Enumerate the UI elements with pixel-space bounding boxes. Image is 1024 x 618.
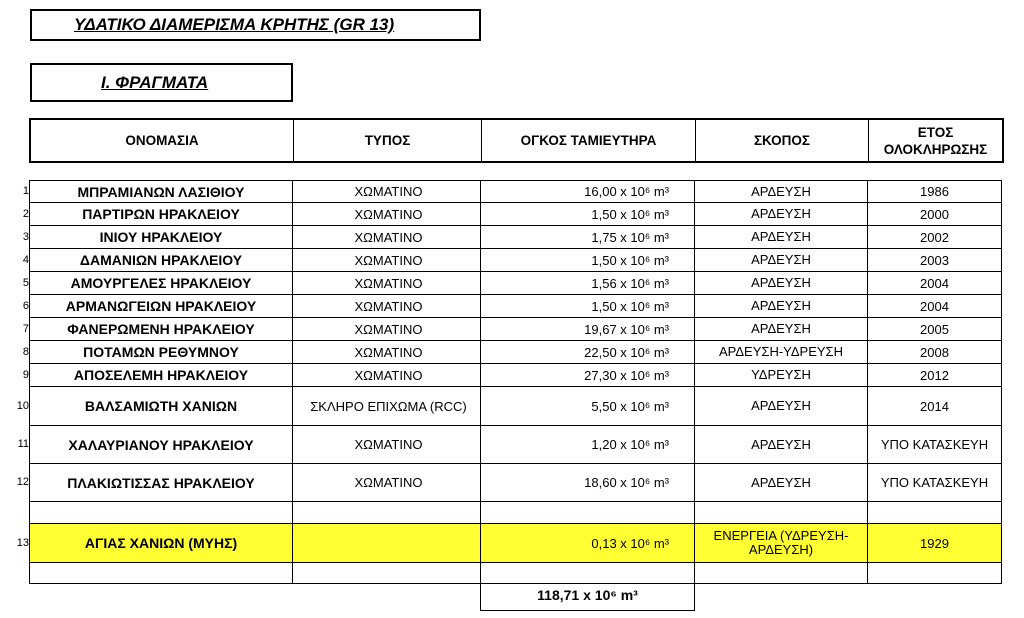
dams-table [29, 180, 1002, 584]
dam-name: ΑΡΜΑΝΩΓΕΙΩΝ ΗΡΑΚΛΕΙΟΥ [29, 295, 293, 318]
table-row [29, 203, 1002, 226]
dam-purpose: ΑΡΔΕΥΣΗ [695, 203, 868, 226]
section-title-box [30, 63, 293, 102]
table-row [29, 249, 1002, 272]
dam-year [868, 502, 1002, 524]
dam-purpose: ΑΡΔΕΥΣΗ [695, 295, 868, 318]
dam-year: 2008 [868, 341, 1002, 364]
dam-year: ΥΠΟ ΚΑΤΑΣΚΕΥΗ [868, 464, 1002, 502]
dam-volume: 27,30 x 10⁶ m³ [481, 364, 695, 387]
dam-purpose: ΑΡΔΕΥΣΗ [695, 272, 868, 295]
dam-year: 1929 [868, 524, 1002, 563]
dam-volume [481, 502, 695, 524]
header-type: ΤΥΠΟΣ [294, 120, 482, 161]
row-number: 5 [22, 277, 29, 289]
dam-name: ΧΑΛΑΥΡΙΑΝΟΥ ΗΡΑΚΛΕΙΟΥ [29, 426, 293, 464]
dam-type: ΧΩΜΑΤΙΝΟ [293, 226, 481, 249]
dam-year: 2012 [868, 364, 1002, 387]
total-volume: 118,71 x 10⁶ m³ [480, 580, 695, 611]
dam-volume: 16,00 x 10⁶ m³ [481, 180, 695, 203]
dam-name: ΜΠΡΑΜΙΑΝΩΝ ΛΑΣΙΘΙΟΥ [29, 180, 293, 203]
section-title: Ι. ΦΡΑΓΜΑΤΑ [101, 72, 209, 92]
dam-name: ΠΛΑΚΙΩΤΙΣΣΑΣ ΗΡΑΚΛΕΙΟΥ [29, 464, 293, 502]
dam-name [29, 502, 293, 524]
dam-volume: 22,50 x 10⁶ m³ [481, 341, 695, 364]
dam-purpose: ΑΡΔΕΥΣΗ [695, 387, 868, 426]
row-number: 11 [17, 438, 29, 450]
header-year: ΕΤΟΣ ΟΛΟΚΛΗΡΩΣΗΣ [883, 124, 988, 157]
dam-year: 2004 [868, 272, 1002, 295]
dam-year: 2000 [868, 203, 1002, 226]
dam-year: 2005 [868, 318, 1002, 341]
table-row [29, 464, 1002, 502]
dam-year: 2002 [868, 226, 1002, 249]
dam-name: ΠΑΡΤΙΡΩΝ ΗΡΑΚΛΕΙΟΥ [29, 203, 293, 226]
row-number: 4 [22, 254, 29, 266]
dam-volume: 1,20 x 10⁶ m³ [481, 426, 695, 464]
dam-type: ΧΩΜΑΤΙΝΟ [293, 318, 481, 341]
dam-name: ΑΜΟΥΡΓΕΛΕΣ ΗΡΑΚΛΕΙΟΥ [29, 272, 293, 295]
dam-purpose: ΑΡΔΕΥΣΗ-ΥΔΡΕΥΣΗ [695, 341, 868, 364]
table-row [29, 226, 1002, 249]
dam-type: ΣΚΛΗΡΟ ΕΠΙΧΩΜΑ (RCC) [293, 387, 481, 426]
dam-year [868, 563, 1002, 584]
row-number: 8 [22, 346, 29, 358]
dam-year: 2004 [868, 295, 1002, 318]
row-number: 6 [22, 300, 29, 312]
dam-volume: 18,60 x 10⁶ m³ [481, 464, 695, 502]
row-number: 12 [16, 476, 29, 488]
dam-volume: 19,67 x 10⁶ m³ [481, 318, 695, 341]
dam-name [29, 563, 293, 584]
dam-type: ΧΩΜΑΤΙΝΟ [293, 464, 481, 502]
dam-purpose [695, 502, 868, 524]
dam-type [293, 502, 481, 524]
main-title-box [30, 9, 481, 41]
dam-type: ΧΩΜΑΤΙΝΟ [293, 295, 481, 318]
dam-type: ΧΩΜΑΤΙΝΟ [293, 180, 481, 203]
dam-purpose: ΑΡΔΕΥΣΗ [695, 226, 868, 249]
row-number: 3 [22, 231, 29, 243]
dam-name: ΑΠΟΣΕΛΕΜΗ ΗΡΑΚΛΕΙΟΥ [29, 364, 293, 387]
dam-type [293, 524, 481, 563]
dam-volume: 1,50 x 10⁶ m³ [481, 203, 695, 226]
dam-name: ΒΑΛΣΑΜΙΩΤΗ ΧΑΝΙΩΝ [29, 387, 293, 426]
table-row [29, 426, 1002, 464]
row-number: 2 [22, 208, 29, 220]
header-name: ΟΝΟΜΑΣΙΑ [31, 120, 294, 161]
table-row [29, 295, 1002, 318]
dam-purpose: ΑΡΔΕΥΣΗ [695, 249, 868, 272]
dam-purpose: ΑΡΔΕΥΣΗ [695, 426, 868, 464]
row-number: 1 [22, 185, 29, 197]
dam-year: 2014 [868, 387, 1002, 426]
dam-type: ΧΩΜΑΤΙΝΟ [293, 203, 481, 226]
row-number: 10 [16, 400, 29, 412]
dam-year: ΥΠΟ ΚΑΤΑΣΚΕΥΗ [868, 426, 1002, 464]
dam-name: ΙΝΙΟΥ ΗΡΑΚΛΕΙΟΥ [29, 226, 293, 249]
row-number: 13 [16, 537, 29, 549]
table-header [29, 118, 1004, 163]
dam-year: 2003 [868, 249, 1002, 272]
table-row [29, 272, 1002, 295]
dam-purpose: ΕΝΕΡΓΕΙΑ (ΥΔΡΕΥΣΗ-ΑΡΔΕΥΣΗ) [695, 524, 868, 563]
table-row [29, 318, 1002, 341]
dam-name: ΔΑΜΑΝΙΩΝ ΗΡΑΚΛΕΙΟΥ [29, 249, 293, 272]
dam-year: 1986 [868, 180, 1002, 203]
main-title: ΥΔΑΤΙΚΟ ΔΙΑΜΕΡΙΣΜΑ ΚΡΗΤΗΣ (GR 13) [74, 15, 395, 34]
dam-volume: 1,75 x 10⁶ m³ [481, 226, 695, 249]
dam-type: ΧΩΜΑΤΙΝΟ [293, 341, 481, 364]
dam-purpose: ΑΡΔΕΥΣΗ [695, 318, 868, 341]
table-row [29, 502, 1002, 524]
table-row [29, 524, 1002, 563]
dam-name: ΠΟΤΑΜΩΝ ΡΕΘΥΜΝΟΥ [29, 341, 293, 364]
dam-purpose: ΑΡΔΕΥΣΗ [695, 180, 868, 203]
dam-volume: 1,50 x 10⁶ m³ [481, 249, 695, 272]
dam-name: ΦΑΝΕΡΩΜΕΝΗ ΗΡΑΚΛΕΙΟΥ [29, 318, 293, 341]
row-number: 7 [22, 323, 29, 335]
dam-type: ΧΩΜΑΤΙΝΟ [293, 272, 481, 295]
dam-volume: 0,13 x 10⁶ m³ [481, 524, 695, 563]
dam-purpose: ΥΔΡΕΥΣΗ [695, 364, 868, 387]
dam-volume: 1,50 x 10⁶ m³ [481, 295, 695, 318]
dam-type: ΧΩΜΑΤΙΝΟ [293, 364, 481, 387]
dam-purpose [695, 563, 868, 584]
dam-volume: 1,56 x 10⁶ m³ [481, 272, 695, 295]
dam-type: ΧΩΜΑΤΙΝΟ [293, 249, 481, 272]
dam-purpose: ΑΡΔΕΥΣΗ [695, 464, 868, 502]
row-number: 9 [22, 369, 29, 381]
table-row [29, 180, 1002, 203]
dam-volume: 5,50 x 10⁶ m³ [481, 387, 695, 426]
header-purpose: ΣΚΟΠΟΣ [696, 120, 869, 161]
dam-type [293, 563, 481, 584]
header-volume: ΟΓΚΟΣ ΤΑΜΙΕΥΤΗΡΑ [482, 120, 696, 161]
table-row [29, 387, 1002, 426]
dam-name: ΑΓΙΑΣ ΧΑΝΙΩΝ (ΜΥΗΣ) [29, 524, 293, 563]
table-row [29, 364, 1002, 387]
dam-type: ΧΩΜΑΤΙΝΟ [293, 426, 481, 464]
table-row [29, 341, 1002, 364]
